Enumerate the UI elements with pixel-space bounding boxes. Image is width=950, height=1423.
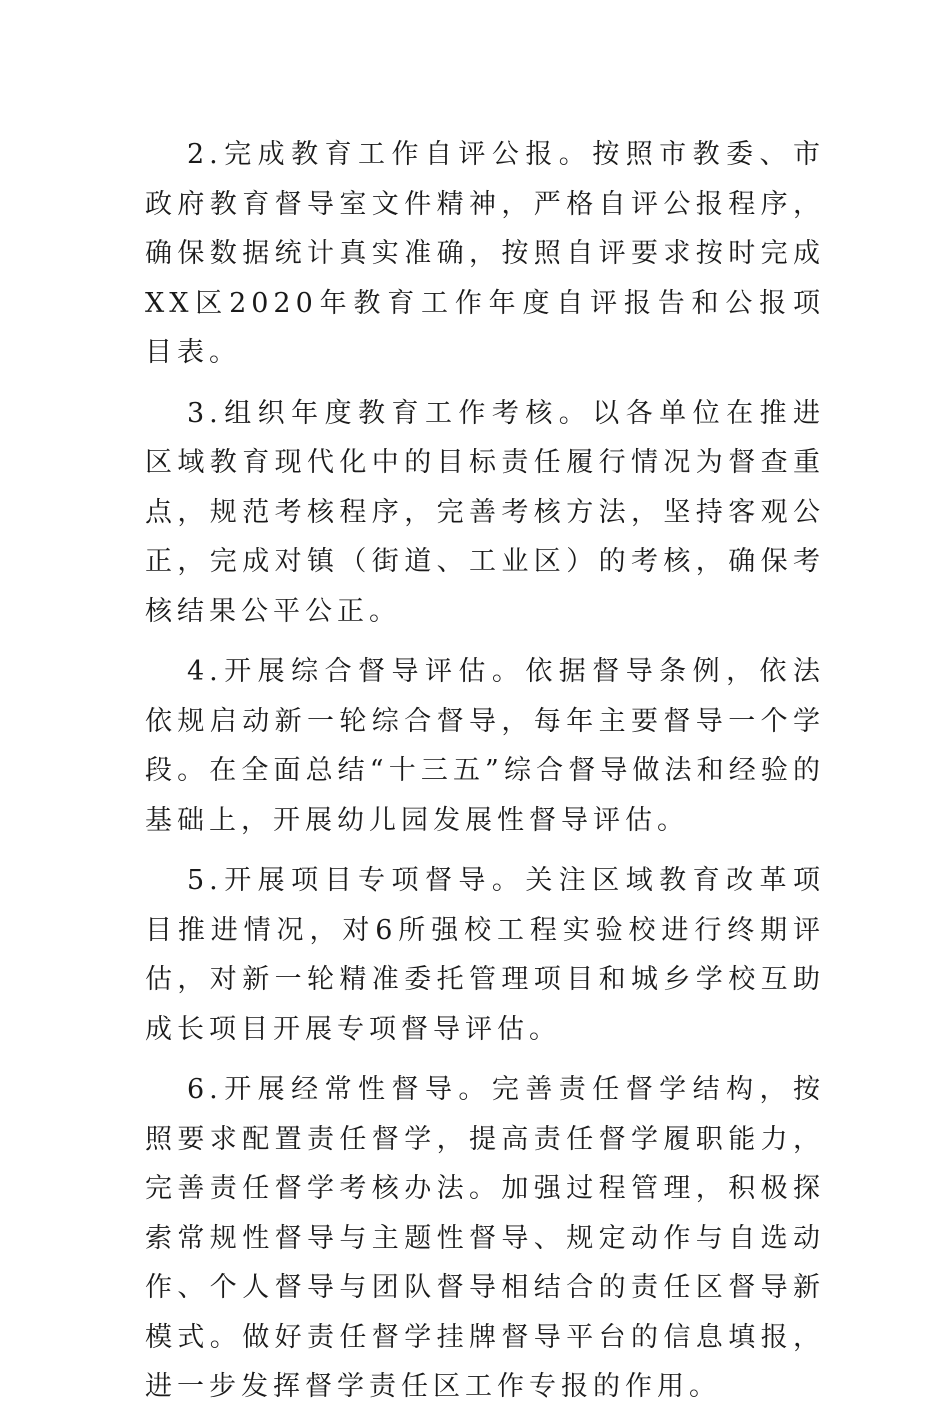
paragraph-item-6: 6.开展经常性督导。完善责任督学结构，按照要求配置责任督学，提高责任督学履职能力，完善责任督学考核办法。加强过程管理，积极探索常规性督导与主题性督导、规定动作与自选动作、个人督导与团队督导相结合的责任区督导新模式。做好责任督学挂牌督导平台的信息填报，进一步发挥督学责任区工作专报的作用。	[145, 1074, 825, 1402]
paragraph-item-2: 2.完成教育工作自评公报。按照市教委、市政府教育督导室文件精神，严格自评公报程序，确保数据统计真实准确，按照自评要求按时完成XX区2020年教育工作年度自评报告和公报项目表。	[145, 139, 825, 368]
paragraph-item-4: 4.开展综合督导评估。依据督导条例，依法依规启动新一轮综合督导，每年主要督导一个学段。在全面总结“十三五”综合督导做法和经验的基础上，开展幼儿园发展性督导评估。	[145, 656, 825, 836]
paragraph-item-3: 3.组织年度教育工作考核。以各单位在推进区域教育现代化中的目标责任履行情况为督查重点，规范考核程序，完善考核方法，坚持客观公正，完成对镇（街道、工业区）的考核，确保考核结果公平公正。	[145, 397, 825, 627]
document-body	[145, 130, 825, 1423]
paragraph-item-5: 5.开展项目专项督导。关注区域教育改革项目推进情况，对6所强校工程实验校进行终期评估，对新一轮精准委托管理项目和城乡学校互助成长项目开展专项督导评估。	[145, 865, 825, 1045]
